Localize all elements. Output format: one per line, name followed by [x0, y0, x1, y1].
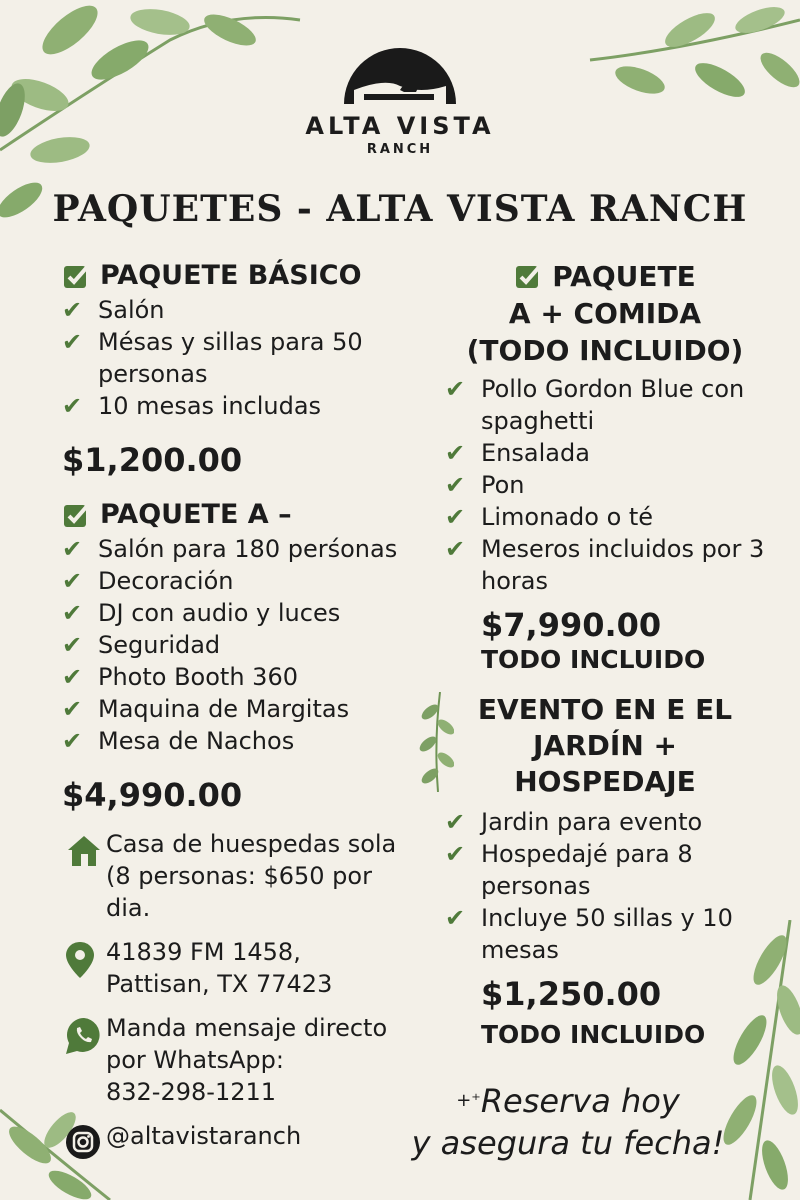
package-a-list	[62, 533, 432, 757]
package-basic	[62, 258, 422, 480]
package-food-list	[445, 373, 765, 597]
check-icon: ✔	[445, 808, 466, 836]
whatsapp-info	[62, 1012, 422, 1108]
package-food-title-line: PAQUETE	[552, 260, 696, 293]
check-icon: ✔	[62, 631, 83, 659]
package-garden-title-line: HOSPEDAJE	[514, 765, 696, 798]
check-icon: ✔	[62, 567, 83, 595]
address-line: Pattisan, TX 77423	[106, 970, 333, 998]
package-garden-title-line: EVENTO EN E EL	[477, 693, 733, 726]
list-item: ✔ Pon	[445, 471, 525, 499]
check-icon: ✔	[445, 840, 466, 868]
checkbox-check-icon	[514, 262, 544, 292]
whatsapp-line: por WhatsApp:	[106, 1046, 284, 1074]
check-icon: ✔	[445, 471, 466, 499]
package-a-price: $4,990.00	[62, 776, 243, 814]
call-to-action	[408, 1080, 728, 1164]
guest-house-text: Casa de huespedas sola (8 personas: $650 por dia.	[106, 830, 397, 922]
package-a-title: PAQUETE A –	[100, 499, 292, 530]
list-item: ✔ Hospedajé para 8 personas	[445, 840, 693, 900]
list-item: ✔ Meseros incluidos por 3 horas	[445, 535, 765, 595]
list-item: ✔ Jardin para evento	[445, 808, 703, 836]
list-item: ✔ Salón	[62, 296, 165, 324]
package-garden-price: $1,250.00	[481, 975, 662, 1013]
instagram-info	[62, 1120, 422, 1162]
whatsapp-phone[interactable]: 832-298-1211	[106, 1078, 277, 1106]
list-item: ✔ Decoración	[62, 567, 234, 595]
map-pin-icon	[62, 940, 106, 980]
list-item: ✔ DJ con audio y luces	[62, 599, 341, 627]
list-item: ✔ Incluye 50 sillas y 10 mesas	[445, 904, 733, 964]
package-food-title-line: A + COMIDA	[508, 297, 702, 330]
checkbox-check-icon	[62, 501, 92, 531]
list-item: ✔ Photo Booth 360	[62, 663, 298, 691]
package-garden	[445, 692, 765, 1050]
list-item: ✔ 10 mesas includas	[62, 392, 322, 420]
check-icon: ✔	[62, 599, 83, 627]
check-icon: ✔	[62, 328, 83, 356]
check-icon: ✔	[445, 439, 466, 467]
guest-house-info	[62, 828, 422, 924]
cta-line: y asegura tu fecha!	[411, 1124, 725, 1162]
package-basic-list	[62, 294, 422, 422]
house-icon	[62, 832, 106, 868]
page-title: PAQUETES - ALTA VISTA RANCH	[52, 188, 748, 230]
check-icon: ✔	[445, 535, 466, 563]
check-icon: ✔	[62, 727, 83, 755]
logo-name: ALTA VISTA	[305, 112, 495, 140]
check-icon: ✔	[445, 503, 466, 531]
list-item: ✔ Maquina de Margitas	[62, 695, 350, 723]
list-item: ✔ Pollo Gordon Blue con spaghetti	[445, 375, 745, 435]
list-item: ✔ Limonado o té	[445, 503, 654, 531]
list-item: ✔ Ensalada	[445, 439, 590, 467]
instagram-icon	[62, 1124, 106, 1162]
whatsapp-icon	[62, 1016, 106, 1056]
package-food-title-line: (TODO INCLUIDO)	[466, 334, 744, 367]
check-icon: ✔	[445, 375, 466, 403]
whatsapp-line: Manda mensaje directo	[106, 1014, 388, 1042]
check-icon: ✔	[62, 663, 83, 691]
package-garden-title-line: JARDÍN +	[533, 729, 677, 762]
sparkle-icon: +⁺	[456, 1090, 481, 1111]
list-item: ✔ Mesa de Nachos	[62, 727, 295, 755]
check-icon: ✔	[62, 296, 83, 324]
contact-info	[62, 828, 422, 1162]
package-food-note: TODO INCLUIDO	[481, 645, 706, 674]
package-food-price: $7,990.00	[481, 606, 662, 644]
cta-line: Reserva hoy	[480, 1082, 680, 1120]
leaf-branch-top-right	[580, 0, 800, 130]
logo-subtitle: RANCH	[366, 142, 434, 157]
checkbox-check-icon	[62, 262, 92, 292]
package-a	[62, 497, 432, 815]
package-food	[445, 258, 765, 675]
package-basic-price: $1,200.00	[62, 441, 243, 479]
package-garden-list	[445, 806, 765, 966]
package-garden-note: TODO INCLUIDO	[481, 1020, 706, 1049]
instagram-handle[interactable]: @altavistaranch	[106, 1122, 302, 1150]
check-icon: ✔	[62, 695, 83, 723]
list-item: ✔ Seguridad	[62, 631, 221, 659]
address-line: 41839 FM 1458,	[106, 938, 301, 966]
check-icon: ✔	[445, 904, 466, 932]
logo	[300, 30, 500, 157]
ranch-logo-icon	[340, 30, 460, 108]
check-icon: ✔	[62, 535, 83, 563]
list-item: ✔ Mésas y sillas para 50 personas	[62, 328, 363, 388]
check-icon: ✔	[62, 392, 83, 420]
package-basic-title: PAQUETE BÁSICO	[100, 260, 362, 291]
address-info	[62, 936, 422, 1000]
list-item: ✔ Salón para 180 perśonas	[62, 535, 398, 563]
